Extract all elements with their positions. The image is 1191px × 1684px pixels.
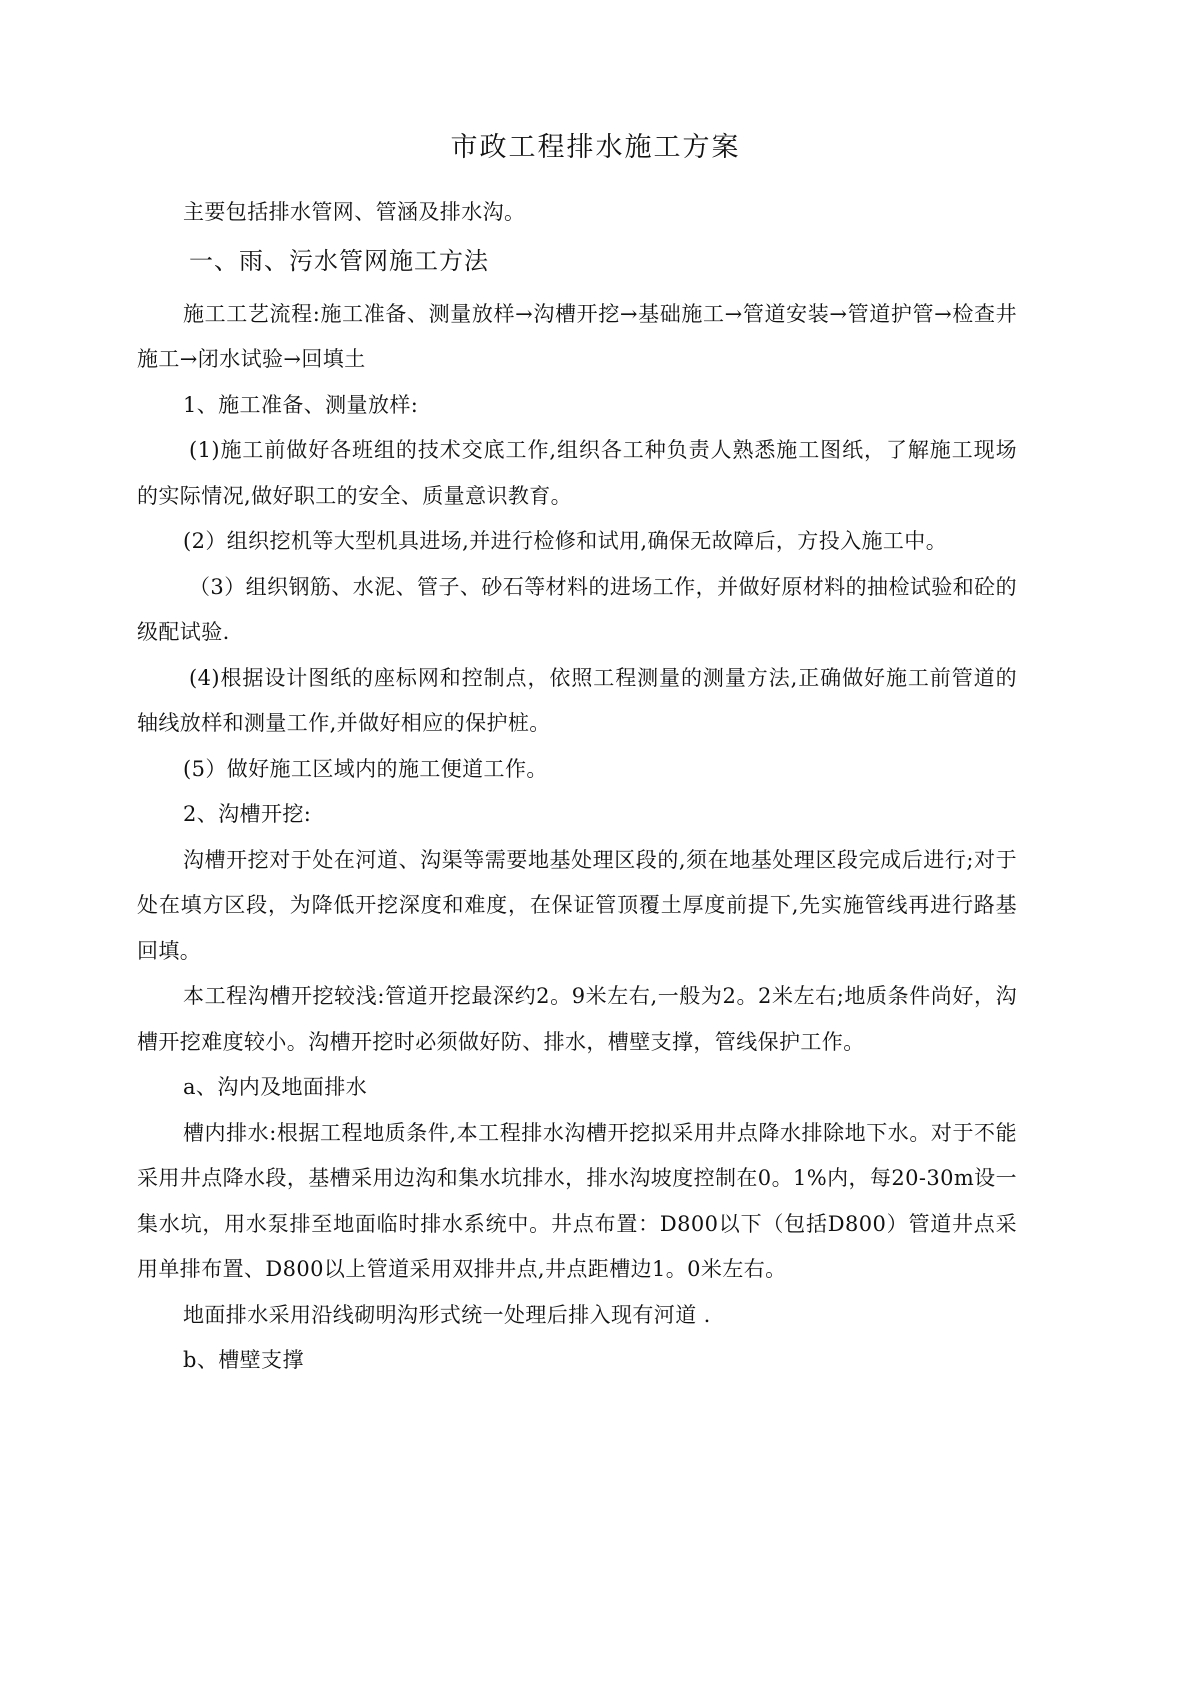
trench-paragraph-2: 本工程沟槽开挖较浅:管道开挖最深约2。9米左右,一般为2。2米左右;地质条件尚好，沟槽开挖难度较小。沟槽开挖时必须做好防、排水，槽壁支撑，管线保护工作。 bbox=[137, 984, 1017, 1054]
subsection-heading-1: 1、施工准备、测量放样: bbox=[183, 392, 419, 417]
prep-item-5: (5）做好施工区域内的施工便道工作。 bbox=[183, 756, 548, 781]
drainage-paragraph-1: 槽内排水:根据工程地质条件,本工程排水沟槽开挖拟采用井点降水排除地下水。对于不能采用井点降水段，基槽采用边沟和集水坑排水，排水沟坡度控制在0。1%内，每20-30m设一集水坑，用水泵排至地面临时排水系统中。井点布置：D800以下（包括D800）管道井点采用单排布置、D800以上管道采用双排井点,井点距槽边1。0米左右。 bbox=[137, 1120, 1017, 1281]
document-body bbox=[137, 190, 1017, 1384]
document-title: 市政工程排水施工方案 bbox=[450, 132, 741, 163]
prep-item-3: （3）组织钢筋、水泥、管子、砂石等材料的进场工作，并做好原材料的抽检试验和砼的级配试验. bbox=[137, 574, 1017, 644]
prep-item-2: (2）组织挖机等大型机具进场,并进行检修和试用,确保无故障后，方投入施工中。 bbox=[183, 529, 948, 553]
item-b-heading: b、槽壁支撑 bbox=[183, 1348, 304, 1372]
intro-paragraph: 主要包括排水管网、管涵及排水沟。 bbox=[183, 200, 526, 224]
section-heading-1: 一、雨、污水管网施工方法 bbox=[189, 246, 489, 275]
prep-item-4: (4)根据设计图纸的座标网和控制点，依照工程测量的测量方法,正确做好施工前管道的轴线放样和测量工作,并做好相应的保护桩。 bbox=[137, 665, 1017, 735]
drainage-paragraph-2: 地面排水采用沿线砌明沟形式统一处理后排入现有河道 . bbox=[183, 1302, 711, 1327]
prep-item-1: (1)施工前做好各班组的技术交底工作,组织各工种负责人熟悉施工图纸，了解施工现场的实际情况,做好职工的安全、质量意识教育。 bbox=[137, 438, 1017, 508]
subsection-heading-2: 2、沟槽开挖: bbox=[183, 802, 312, 826]
trench-paragraph-1: 沟槽开挖对于处在河道、沟渠等需要地基处理区段的,须在地基处理区段完成后进行;对于处在填方区段，为降低开挖深度和难度，在保证管顶覆土厚度前提下,先实施管线再进行路基回填。 bbox=[137, 847, 1017, 963]
item-a-heading: a、沟内及地面排水 bbox=[183, 1075, 368, 1099]
process-flow-paragraph: 施工工艺流程:施工准备、测量放样→沟槽开挖→基础施工→管道安装→管道护管→检查井施工→闭水试验→回填土 bbox=[137, 301, 1017, 371]
